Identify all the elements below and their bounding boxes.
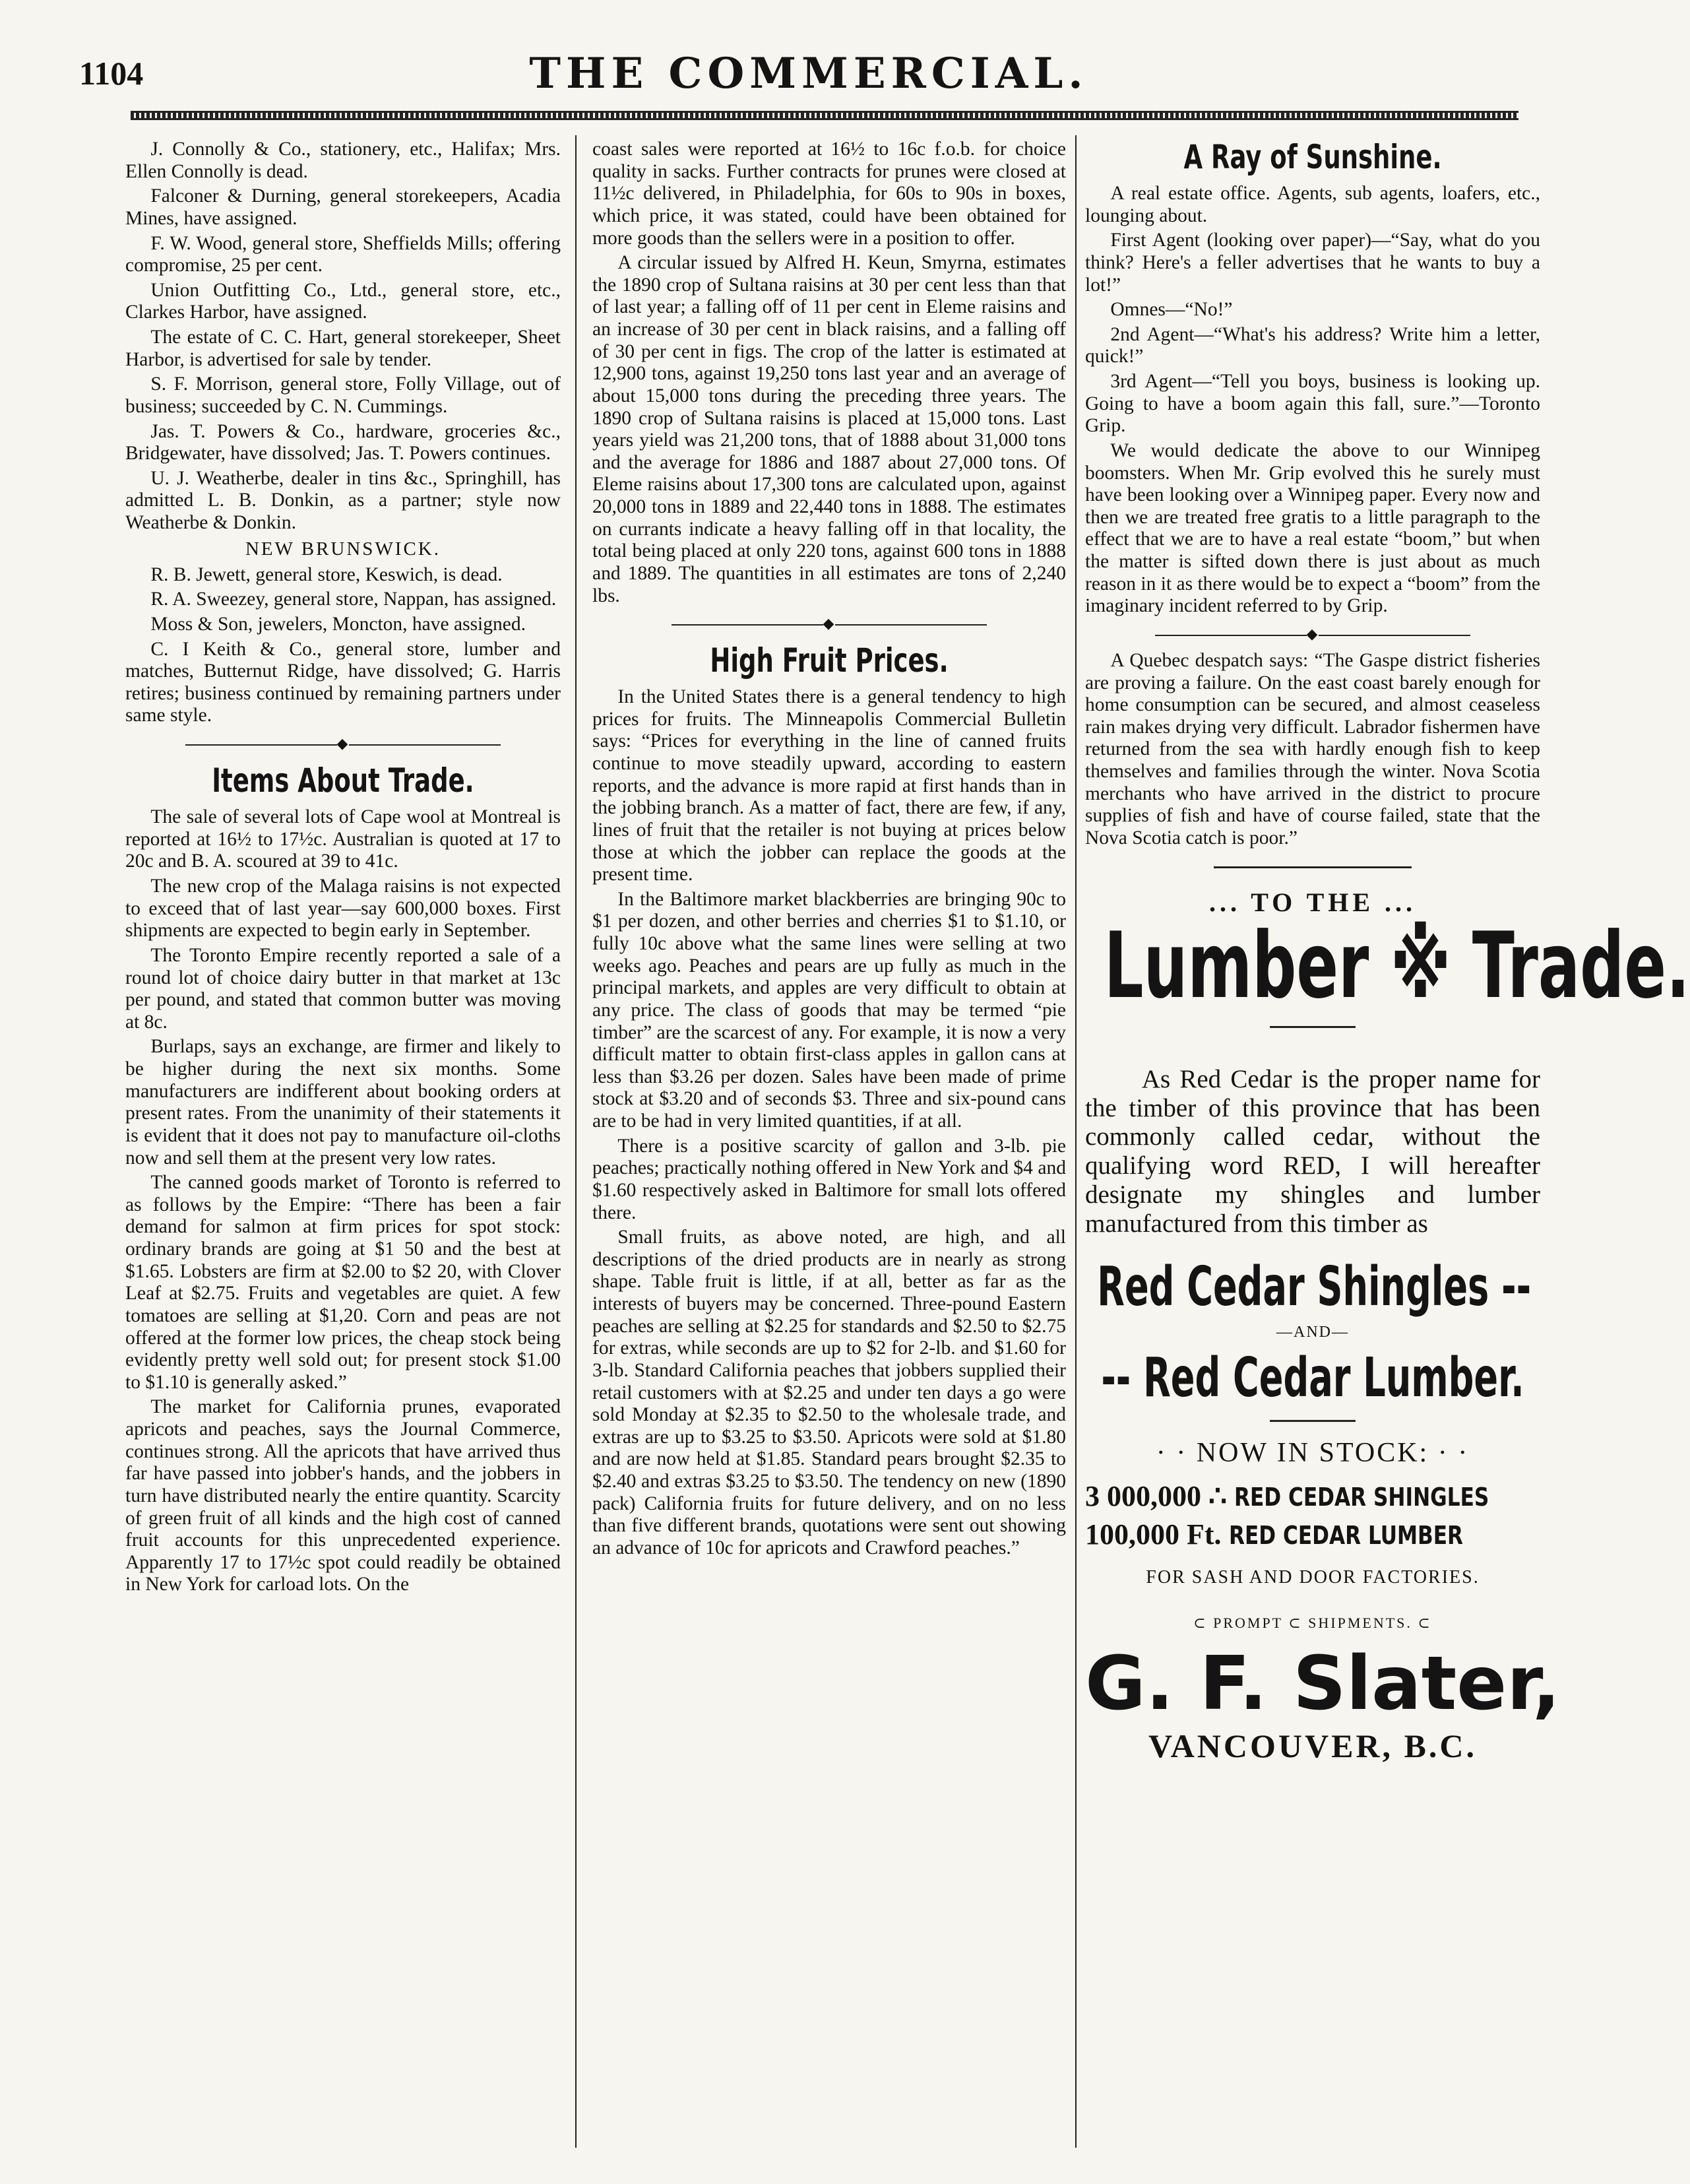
ornament-divider: ◆ bbox=[125, 735, 561, 752]
notice: Falconer & Durning, general storekeepers, Acadia Mines, have assigned. bbox=[125, 185, 561, 229]
notice: The estate of C. C. Hart, general storekeeper, Sheet Harbor, is advertised for sale by tender. bbox=[125, 327, 561, 370]
ad-stock-item: RED CEDAR SHINGLES bbox=[1234, 1482, 1489, 1512]
section-title-ray-of-sunshine: A Ray of Sunshine. bbox=[1183, 138, 1442, 176]
article-paragraph: In the United States there is a general tendency to high prices for fruits. The Minneapolis Commercial Bulletin says: “Prices for everything in the line of canned fruits continue to move steadily upward, according to eastern reports, and the advance is more rapid at first hands than in the jobbing branch. As a matter of fact, there are few, if any, lines of fruit that the retailer is not buying at prices below those at which the jobber can replace the goods at the present time. bbox=[592, 686, 1066, 885]
notice: R. B. Jewett, general store, Keswich, is dead. bbox=[150, 563, 503, 585]
ad-to-the: ... TO THE ... bbox=[1208, 887, 1417, 917]
article-paragraph: Burlaps, says an exchange, are firmer and likely to be higher during the next six months. Some manufacturers are indifferent about booking orders at present rates. From the unanimity of their statements it is evident that it does not pay to manufacture oil-cloths now and sell them at the present very low rates. bbox=[125, 1036, 561, 1169]
section-title-items-about-trade: Items About Trade. bbox=[212, 761, 474, 800]
notice: C. I Keith & Co., general store, lumber and matches, Butternut Ridge, have dissolved; G. Harris retires; business continued by remaining partners under same style. bbox=[125, 638, 561, 726]
page-number: 1104 bbox=[79, 55, 144, 92]
notice: S. F. Morrison, general store, Folly Village, out of business; succeeded by C. N. Cummings. bbox=[125, 373, 561, 417]
article-paragraph: 3rd Agent—“Tell you boys, business is looking up. Going to have a boom again this fall, sure.”—Toronto Grip. bbox=[1085, 371, 1540, 437]
nb-notices-list bbox=[125, 564, 561, 727]
article-paragraph: Omnes—“No!” bbox=[1110, 299, 1233, 321]
ad-and: —AND— bbox=[1276, 1324, 1349, 1341]
article-paragraph: First Agent (looking over paper)—“Say, what do you think? Here's a feller advertises that he wants to buy a lot!” bbox=[1085, 230, 1540, 296]
article-paragraph: A circular issued by Alfred H. Keun, Smyrna, estimates the 1890 crop of Sultana raisins at 30 per cent less than that of last year; a falling off of 11 per cent in Eleme raisins and an increase of 30 per cent in black raisins, and a falling off of 30 per cent in figs. The crop of the latter is estimated at 12,900 tons, against 19,250 tons last year and an average of about 15,000 tons during the preceding three years. The 1890 crop of Sultana raisins is placed at 15,000 tons. Last years yield was 21,200 tons, that of 1888 about 31,000 tons and the average for 1886 and 1887 about 27,000 tons. Of Eleme raisins about 17,300 tons are calculated upon, against 20,000 tons in 1889 and 22,440 tons in 1888. The estimates on currants indicate a heavy falling off in that locality, the total being placed at only 220 tons, against 600 tons in 1888 and 1889. The quantities in all estimates are tons of 2,240 lbs. bbox=[592, 252, 1066, 606]
notice: R. A. Sweezey, general store, Nappan, has assigned. bbox=[150, 589, 557, 610]
article-paragraph: A Quebec despatch says: “The Gaspe district fisheries are proving a failure. On the east coast barely enough for home consumption can be secured, and almost ceaseless rain makes drying very difficult. Labrador fishermen have returned from the sea with hardly enough fish to keep themselves and families through the winter. Nova Scotia merchants who have arrived in the district to procure supplies of fish and have of course failed, state that the Nova Scotia catch is poor.” bbox=[1085, 649, 1540, 849]
notice: Jas. T. Powers & Co., hardware, groceries &c., Bridgewater, have dissolved; Jas. T. Powers continues. bbox=[125, 420, 561, 465]
article-paragraph: The new crop of the Malaga raisins is not expected to exceed that of last year—say 600,000 boxes. First shipments are expected to begin early in September. bbox=[125, 876, 561, 942]
column-two bbox=[592, 139, 1066, 2148]
article-paragraph: We would dedicate the above to our Winnipeg boomsters. When Mr. Grip evolved this he surely must have been looking over a Winnipeg paper. Every now and then we are treated free gratis to a little paragraph to the effect that we are to have a real estate “boom,” but when the matter is sifted down there is just about as much reason in it as there would be to expect a “boom” from the imaginary incident referred to by Grip. bbox=[1085, 439, 1540, 617]
ad-stock-item: RED CEDAR LUMBER bbox=[1228, 1520, 1463, 1550]
article-paragraph: The Toronto Empire recently reported a sale of a round lot of choice dairy butter in that market at 13c per pound, and stated that common butter was moving at 8c. bbox=[125, 944, 561, 1033]
article-paragraph: The sale of several lots of Cape wool at Montreal is reported at 16½ to 17½c. Australian is quoted at 17 to 20c and B. A. scoured at 39 to 41c. bbox=[125, 806, 561, 872]
ad-now-in-stock: · · NOW IN STOCK: · · bbox=[1156, 1437, 1470, 1468]
notice: F. W. Wood, general store, Sheffields Mills; offering compromise, 25 per cent. bbox=[125, 232, 561, 276]
ad-stock-quantity: 3 000,000 ∴ bbox=[1085, 1479, 1227, 1512]
article-paragraph: coast sales were reported at 16½ to 16c f.o.b. for choice quality in sacks. Further contracts for prunes were closed at 11½c delivered, in Philadelphia, for 60s to 90s in boxes, which price, it was stated, could have been obtained for more goods than the sellers were in a position to offer. bbox=[592, 139, 1066, 249]
ornament-divider: ◆ bbox=[1085, 626, 1540, 642]
ad-product-lumber: -- Red Cedar Lumber. bbox=[1101, 1346, 1524, 1409]
notice: J. Connolly & Co., stationery, etc., Halifax; Mrs. Ellen Connolly is dead. bbox=[125, 139, 561, 182]
column-divider bbox=[1075, 135, 1077, 2148]
article-paragraph: The market for California prunes, evaporated apricots and peaches, says the Journal Commerce, continues strong. All the apricots that have arrived thus far have passed into jobber's hands, and the jobbers in turn have distributed nearly the entire quantity. Scarcity of green fruit of all kinds and the high cost of canned fruit accounts for this unprecedented experience. Apparently 17 to 17½c spot could readily be obtained in New York for carload lots. On the bbox=[125, 1396, 561, 1595]
notice: Union Outfitting Co., Ltd., general store, etc., Clarkes Harbor, have assigned. bbox=[125, 279, 561, 323]
ad-stock-quantity: 100,000 Ft. bbox=[1085, 1518, 1222, 1551]
notice: U. J. Weatherbe, dealer in tins &c., Springhill, has admitted L. B. Donkin, as a partner; style now Weatherbe & Donkin. bbox=[125, 467, 561, 533]
section-title-high-fruit-prices: High Fruit Prices. bbox=[710, 641, 949, 680]
column-three bbox=[1085, 138, 1690, 2148]
ad-prompt-shipments: ⊂ PROMPT ⊂ SHIPMENTS. ⊂ bbox=[1193, 1615, 1432, 1631]
article-paragraph: 2nd Agent—“What's his address? Write him a letter, quick!” bbox=[1085, 323, 1540, 368]
notice: Moss & Son, jewelers, Moncton, have assigned. bbox=[150, 613, 526, 635]
ad-product-shingles: Red Cedar Shingles -- bbox=[1097, 1256, 1532, 1319]
article-paragraph: In the Baltimore market blackberries are bringing 90c to $1 per dozen, and other berries and cherries $1 to $1.10, or fully 10c above what the same lines were selling at two weeks ago. Peaches and pears are up fully as much in the principal markets, and apples are very difficult to obtain at any price. The class of goods that may be termed “pie timber” are the scarcest of any. For example, it is now a very difficult matter to obtain first-class apples in gallon cans at less than $3.26 per dozen. Sales have been made of prime stock at $3.20 and of seconds $3. Three and six-pound cans are to be had in very limited quantities, if at all. bbox=[592, 888, 1066, 1132]
ad-city: VANCOUVER, B.C. bbox=[1148, 1727, 1477, 1764]
ad-body-text: As Red Cedar is the proper name for the timber of this province that has been commonly called cedar, without the qualifying word RED, I will hereafter designate my shingles and lumber manufactured from this timber as bbox=[1085, 1065, 1540, 1238]
new-brunswick-heading: NEW BRUNSWICK. bbox=[245, 538, 441, 560]
column-one bbox=[125, 139, 561, 2148]
notices-list bbox=[125, 139, 561, 534]
ad-stock-line-shingles bbox=[1085, 1480, 1540, 1513]
header-rule bbox=[131, 111, 1518, 120]
masthead: THE COMMERCIAL. bbox=[529, 49, 1088, 98]
ad-rule bbox=[1270, 1420, 1356, 1422]
article-paragraph: Small fruits, as above noted, are high, and all descriptions of the dried products are in nearly as strong shape. Table fruit is little, if at all, better as far as the interests of buyers may be concerned. Three-pound Eastern peaches are selling at $2.25 for standards and $2.50 to $2.75 for extras, while seconds are up to $2 for 2-lb. and $1.60 for 3-lb. Standard California peaches that jobbers supplied their retail customers with at $2.25 and under ten days a go were sold Monday at $2.35 to $2.50 to the wholesale trade, and extras are up to $3.25 to $3.50. Apricots were sold at $1.80 and are now held at $1.85. Standard pears brought $2.35 to $2.40 and extras $3.25 to $3.50. The tendency on new (1890 pack) California fruits for future delivery, and on no less than five different brands, quotations were sent out showing an advance of 10c for apricots and Crawford peaches.” bbox=[592, 1227, 1066, 1558]
ad-stock-line-lumber bbox=[1085, 1518, 1540, 1551]
article-paragraph: The canned goods market of Toronto is referred to as follows by the Empire: “There has been a fair demand for salmon at firm prices for spot stock: ordinary brands are going at $1 50 and the best at $1.65. Lobsters are firm at $2.00 to $2 20, with Clover Leaf at $2.75. Fruits and vegetables are quiet. A few tomatoes are selling at $1,20. Corn and peas are not offered at the former low prices, the cheap stock being evidently pretty well sold out; for present stock $1.00 to $1.10 is generally asked.” bbox=[125, 1172, 561, 1393]
article-paragraph: There is a positive scarcity of gallon and 3-lb. pie peaches; practically nothing offered in New York and $4 and $1.60 respectively asked in Baltimore for small lots offered there. bbox=[592, 1135, 1066, 1223]
ad-factories: FOR SASH AND DOOR FACTORIES. bbox=[1146, 1567, 1480, 1588]
ad-advertiser-name: G. F. Slater, bbox=[1085, 1641, 1561, 1727]
lumber-trade-advertisement bbox=[1085, 887, 1690, 1765]
ad-headline: Lumber ※ Trade. bbox=[1104, 913, 1690, 1019]
article-paragraph: A real estate office. Agents, sub agents, loafers, etc., lounging about. bbox=[1085, 183, 1540, 226]
column-divider bbox=[575, 135, 577, 2148]
ornament-divider bbox=[1085, 858, 1540, 874]
ornament-divider: ◆ bbox=[592, 615, 1066, 631]
ad-rule bbox=[1270, 1026, 1356, 1028]
